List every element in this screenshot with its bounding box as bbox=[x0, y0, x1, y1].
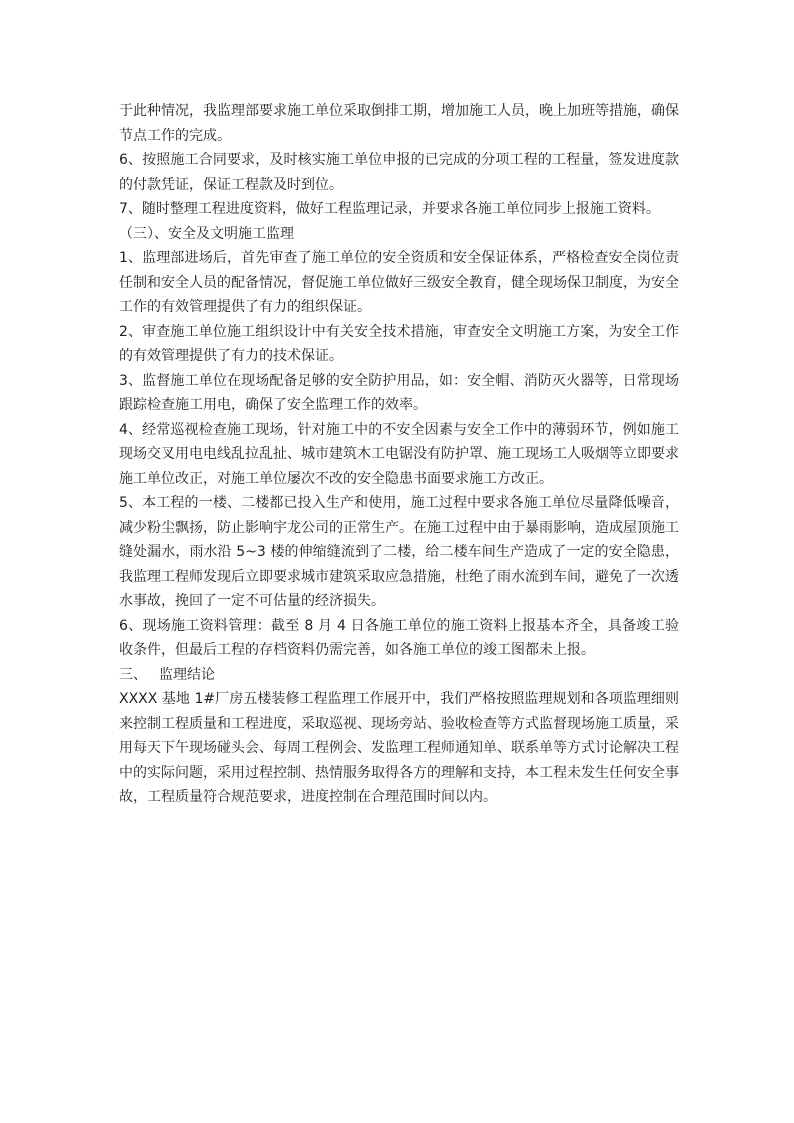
section-heading-conclusion bbox=[119, 663, 679, 688]
document-body bbox=[119, 99, 679, 810]
paragraph-production-protection: 5、本工程的一楼、二楼都已投入生产和使用，施工过程中要求各施工单位尽量降低噪音，减少粉尘飘扬，防止影响宇龙公司的正常生产。在施工过程中由于暴雨影响，造成屋顶施工缝处漏水，雨水沿 5~3 楼的伸缩缝流到了二楼，给二楼车间生产造成了一定的安全隐患，我监理工程师发现后立即要求城市建筑采取应急措施，杜绝了雨水流到车间，避免了一次透水事故，挽回了一定不可估量的经济损失。 bbox=[119, 495, 679, 609]
section-number: 三、 bbox=[119, 666, 147, 683]
paragraph-safety-qualification: 1、监理部进场后，首先审查了施工单位的安全资质和安全保证体系，严格检查安全岗位责任制和安全人员的配备情况，督促施工单位做好三级安全教育，健全现场保卫制度，为安全工作的有效管理提供了有力的组织保证。 bbox=[119, 250, 679, 315]
paragraph-schedule-measures: 于此种情况，我监理部要求施工单位采取倒排工期，增加施工人员，晚上加班等措施，确保节点工作的完成。 bbox=[119, 103, 679, 144]
paragraph-safety-equipment: 3、监督施工单位在现场配备足够的安全防护用品，如：安全帽、消防灭火器等，日常现场跟踪检查施工用电，确保了安全监理工作的效率。 bbox=[119, 372, 679, 413]
paragraph-conclusion: XXXX 基地 1#厂房五楼装修工程监理工作展开中，我们严格按照监理规划和各项监理细则来控制工程质量和工程进度，采取巡视、现场旁站、验收检查等方式监督现场施工质量，采用每天下午现场碰头会、每周工程例会、发监理工程师通知单、联系单等方式讨论解决工程中的实际问题，采用过程控制、热情服务取得各方的理解和支持，本工程未发生任何安全事故，工程质量符合规范要求，进度控制在合理范围时间以内。 bbox=[119, 691, 679, 805]
section-title: 监理结论 bbox=[159, 666, 215, 683]
paragraph-document-management: 6、现场施工资料管理：截至 8 月 4 日各施工单位的施工资料上报基本齐全，具备竣工验收条件，但最后工程的存档资料仍需完善，如各施工单位的竣工图都未上报。 bbox=[119, 617, 679, 658]
paragraph-progress-records: 7、随时整理工程进度资料，做好工程监理记录，并要求各施工单位同步上报施工资料。 bbox=[119, 201, 660, 217]
paragraph-safety-technical: 2、审查施工单位施工组织设计中有关安全技术措施，审查安全文明施工方案，为安全工作的有效管理提供了有力的技术保证。 bbox=[119, 323, 679, 364]
section-heading-safety: （三）、安全及文明施工监理 bbox=[119, 225, 294, 242]
paragraph-site-inspection: 4、经常巡视检查施工现场，针对施工中的不安全因素与安全工作中的薄弱环节，例如施工现场交叉用电电线乱拉乱扯、城市建筑木工电锯没有防护罩、施工现场工人吸烟等立即要求施工单位改正，对施工单位屡次不改的安全隐患书面要求施工方改正。 bbox=[119, 421, 679, 487]
paragraph-progress-payment: 6、按照施工合同要求，及时核实施工单位申报的已完成的分项工程的工程量，签发进度款的付款凭证，保证工程款及时到位。 bbox=[119, 152, 679, 193]
